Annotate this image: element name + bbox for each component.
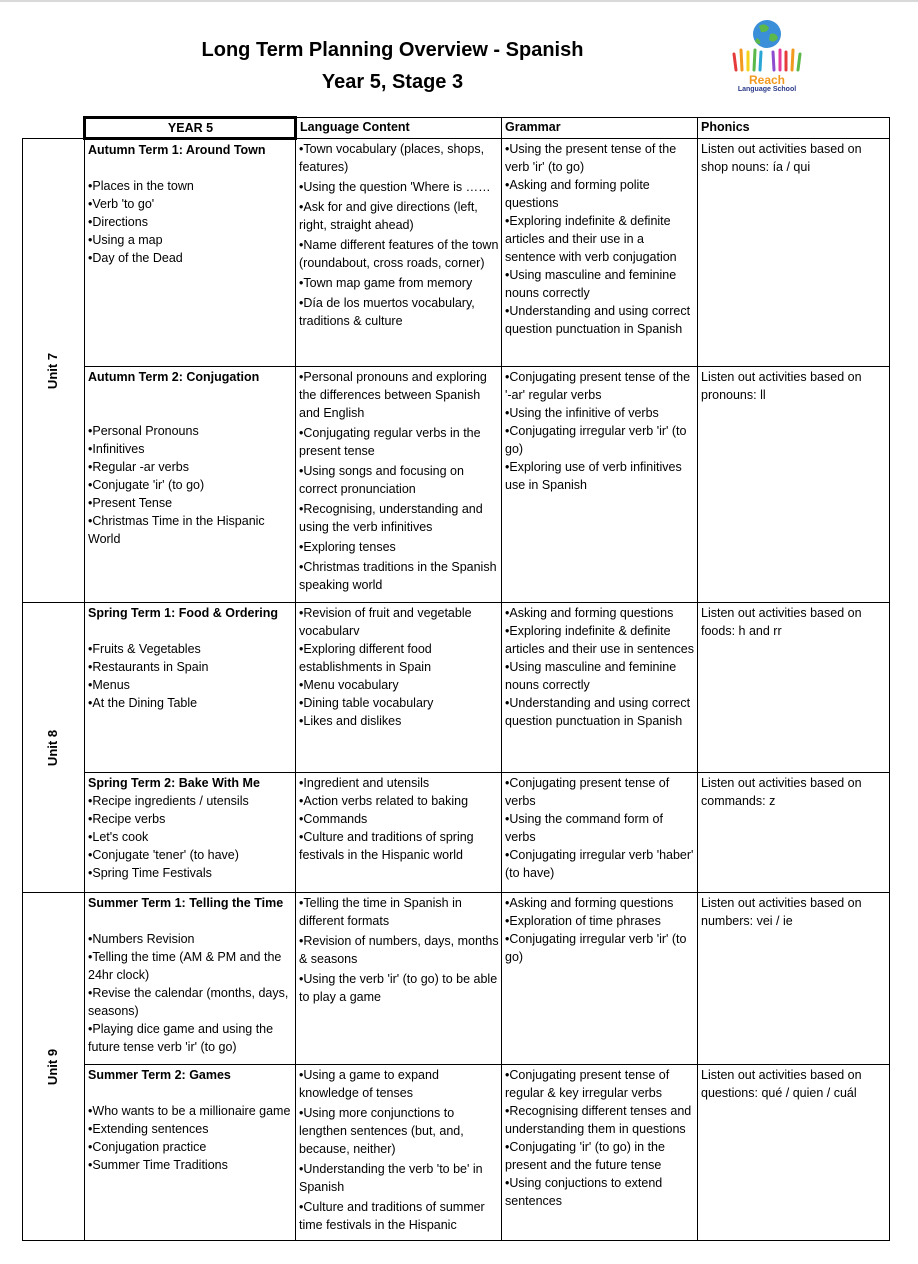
phonics-text: Listen out activities based on commands: z [701,776,862,808]
content-item: • Action verbs related to baking [299,792,499,810]
term-title: Summer Term 1: Telling the Time [88,896,284,910]
topic-item: • Christmas Time in the Hispanic World [88,512,293,548]
topic-item: • Telling the time (AM & PM and the 24hr clock) [88,948,293,984]
content-item: • Using a game to expand knowledge of tenses [299,1066,499,1102]
phonics-cell [698,893,890,1065]
content-item: • Likes and dislikes [299,712,499,730]
topic-cell [85,139,296,367]
globe-hands-icon [734,20,800,87]
phonics-cell [698,139,890,367]
content-item: • Dining table vocabulary [299,694,499,712]
topic-cell [85,603,296,773]
topic-item: • Conjugate 'tener' (to have) [88,846,293,864]
page-title: Long Term Planning Overview - Spanish [201,39,584,61]
topic-item: • At the Dining Table [88,694,293,712]
term-title: Summer Term 2: Games [88,1068,231,1082]
term-row [23,603,890,773]
term-row [23,139,890,367]
content-item: • Understanding the verb 'to be' in Spanish [299,1160,499,1196]
content-item: • Día de los muertos vocabulary, traditions & culture [299,294,499,330]
logo-name: Reach [748,73,786,87]
unit-label: Unit 8 [45,729,61,766]
phonics-text: Listen out activities based on numbers: vei / ie [701,896,862,928]
grammar-item: • Exploring indefinite & definite articles and their use in a sentence with verb conjugation [505,212,695,266]
term-title: Spring Term 1: Food & Ordering [88,606,279,620]
content-item: • Telling the time in Spanish in different formats [299,894,499,930]
grammar-item: • Understanding and using correct question punctuation in Spanish [505,302,695,338]
content-item: • Recognising, understanding and using the verb infinitives [299,500,499,536]
topic-item: • Recipe verbs [88,810,293,828]
header-phonics: Phonics [698,118,890,139]
content-item: • Conjugating regular verbs in the present tense [299,424,499,460]
topic-item: • Extending sentences [88,1120,293,1138]
unit-label: Unit 9 [45,1048,61,1085]
grammar-cell [502,367,698,603]
grammar-item: • Asking and forming questions [505,894,695,912]
content-item: • Revision of fruit and vegetable vocabularv [299,604,499,640]
content-item: • Using more conjunctions to lengthen sentences (but, and, because, neither) [299,1104,499,1158]
topic-item: • Restaurants in Spain [88,658,293,676]
content-item: • Using songs and focusing on correct pronunciation [299,462,499,498]
content-item: • Exploring different food establishments in Spain [299,640,499,676]
header-grammar: Grammar [502,118,698,139]
grammar-item: • Conjugating irregular verb 'ir' (to go) [505,930,695,966]
header-language-content: Language Content [296,118,502,139]
topic-item: • Spring Time Festivals [88,864,293,882]
topic-item: • Regular -ar verbs [88,458,293,476]
grammar-cell [502,139,698,367]
topic-item: • Revise the calendar (months, days, seasons) [88,984,293,1020]
topic-item: • Day of the Dead [88,249,293,267]
content-item: • Exploring tenses [299,538,499,556]
grammar-item: • Conjugating present tense of the '-ar' regular verbs [505,368,695,404]
top-rule [0,0,918,2]
header-row [23,118,890,139]
grammar-item: • Using masculine and feminine nouns correctly [505,658,695,694]
topic-item: • Directions [88,213,293,231]
term-row [23,773,890,893]
grammar-item: • Using the infinitive of verbs [505,404,695,422]
grammar-item: • Conjugating present tense of regular & key irregular verbs [505,1066,695,1102]
phonics-cell [698,603,890,773]
grammar-item: • Exploration of time phrases [505,912,695,930]
unit-label: Unit 7 [45,352,61,389]
grammar-item: • Recognising different tenses and understanding them in questions [505,1102,695,1138]
grammar-item: • Conjugating present tense of verbs [505,774,695,810]
grammar-item: • Asking and forming polite questions [505,176,695,212]
grammar-item: • Conjugating irregular verb 'ir' (to go) [505,422,695,458]
content-item: • Culture and traditions of spring festivals in the Hispanic world [299,828,499,864]
content-item: • Town vocabulary (places, shops, features) [299,140,499,176]
grammar-item: • Conjugating 'ir' (to go) in the present and the future tense [505,1138,695,1174]
content-item: • Christmas traditions in the Spanish speaking world [299,558,499,594]
topic-item: • Personal Pronouns [88,422,293,440]
header-year: YEAR 5 [85,118,296,139]
topic-item: • Using a map [88,231,293,249]
topic-item: • Playing dice game and using the future tense verb 'ir' (to go) [88,1020,293,1056]
unit-cell [23,139,85,603]
content-item: • Culture and traditions of summer time festivals in the Hispanic [299,1198,499,1234]
unit-cell [23,893,85,1241]
term-title: Autumn Term 1: Around Town [88,143,266,157]
phonics-cell [698,1065,890,1241]
content-item: • Commands [299,810,499,828]
term-title: Spring Term 2: Bake With Me [88,776,260,790]
topic-item: • Infinitives [88,440,293,458]
grammar-cell [502,603,698,773]
grammar-item: • Using the present tense of the verb 'ir' (to go) [505,140,695,176]
phonics-cell [698,773,890,893]
grammar-item: • Asking and forming questions [505,604,695,622]
language-content-cell [296,893,502,1065]
phonics-text: Listen out activities based on pronouns: ll [701,370,862,402]
term-row [23,367,890,603]
language-content-cell [296,1065,502,1241]
header-blank [23,118,85,139]
topic-item: • Summer Time Traditions [88,1156,293,1174]
content-item: • Ingredient and utensils [299,774,499,792]
grammar-item: • Using masculine and feminine nouns correctly [505,266,695,302]
topic-item: • Recipe ingredients / utensils [88,792,293,810]
term-title: Autumn Term 2: Conjugation [88,370,260,384]
topic-cell [85,893,296,1065]
language-content-cell [296,139,502,367]
grammar-item: • Using conjuctions to extend sentences [505,1174,695,1210]
grammar-item: • Using the command form of verbs [505,810,695,846]
planning-table [22,116,890,1241]
topic-item: • Places in the town [88,177,293,195]
topic-item: • Conjugation practice [88,1138,293,1156]
language-content-cell [296,367,502,603]
content-item: • Revision of numbers, days, months & seasons [299,932,499,968]
content-item: • Ask for and give directions (left, right, straight ahead) [299,198,499,234]
term-row [23,1065,890,1241]
topic-item: • Numbers Revision [88,930,293,948]
grammar-item: • Conjugating irregular verb 'haber' (to have) [505,846,695,882]
phonics-text: Listen out activities based on shop nouns: ía / qui [701,142,862,174]
content-item: • Town map game from memory [299,274,499,292]
grammar-cell [502,893,698,1065]
language-content-cell [296,603,502,773]
grammar-cell [502,1065,698,1241]
topic-item: • Verb 'to go' [88,195,293,213]
content-item: • Name different features of the town (roundabout, cross roads, corner) [299,236,499,272]
topic-item: • Fruits & Vegetables [88,640,293,658]
grammar-item: • Understanding and using correct question punctuation in Spanish [505,694,695,730]
unit-cell [23,603,85,893]
phonics-cell [698,367,890,603]
content-item: • Using the question 'Where is …… [299,178,499,196]
topic-item: • Who wants to be a millionaire game [88,1102,293,1120]
topic-cell [85,1065,296,1241]
topic-item: • Menus [88,676,293,694]
content-item: • Using the verb 'ir' (to go) to be able to play a game [299,970,499,1006]
content-item: • Menu vocabulary [299,676,499,694]
grammar-cell [502,773,698,893]
phonics-text: Listen out activities based on questions: qué / quien / cuál [701,1068,862,1100]
topic-item: • Conjugate 'ir' (to go) [88,476,293,494]
topic-cell [85,773,296,893]
phonics-text: Listen out activities based on foods: h and rr [701,606,862,638]
grammar-item: • Exploring use of verb infinitives use in Spanish [505,458,695,494]
topic-item: • Let's cook [88,828,293,846]
term-row [23,893,890,1065]
page-subtitle: Year 5, Stage 3 [321,71,464,93]
grammar-item: • Exploring indefinite & definite articles and their use in sentences [505,622,695,658]
topic-cell [85,367,296,603]
language-content-cell [296,773,502,893]
topic-item: • Present Tense [88,494,293,512]
logo-tagline: Language School [737,86,797,93]
content-item: • Personal pronouns and exploring the differences between Spanish and English [299,368,499,422]
